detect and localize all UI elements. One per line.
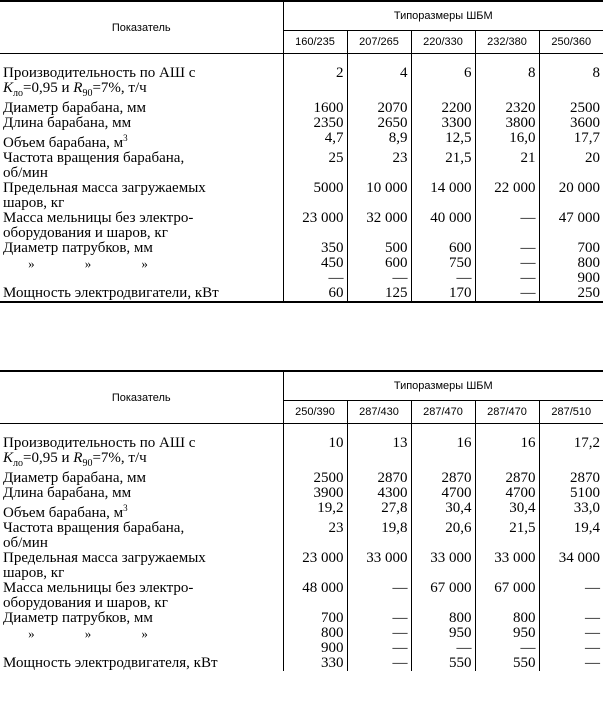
table-cell: 22 000 — [475, 181, 539, 211]
table-cell: 16,0 — [475, 131, 539, 151]
header-label: Показатель — [0, 1, 283, 54]
table-cell: 25 — [283, 151, 347, 181]
row-label: Производительность по АШ с $K_{ло}=0,95$ и $R_{90}=7\%$, т/ч — [3, 435, 196, 469]
row-label: Частота вращения барабана, об/мин — [3, 150, 185, 181]
table-cell: 4700 — [475, 486, 539, 501]
table-cell: 10 000 — [347, 181, 411, 211]
table-cell: 16 — [411, 436, 475, 471]
table-cell: 34 000 — [539, 551, 603, 581]
table-cell: 23 000 — [283, 211, 347, 241]
table-cell: 2870 — [347, 471, 411, 486]
table-row — [0, 471, 603, 486]
row-label: Предельная масса загружаемых шаров, кг — [3, 180, 206, 211]
ditto-mark: » — [28, 626, 35, 641]
table-cell: 23 — [283, 521, 347, 551]
table-cell: 21 — [475, 151, 539, 181]
table-cell: 500 — [347, 241, 411, 256]
table-cell: 3600 — [539, 116, 603, 131]
row-label — [0, 626, 283, 641]
row-label: Предельная масса загружаемых шаров, кг — [3, 550, 206, 581]
table-row — [0, 181, 603, 211]
row-label — [0, 256, 283, 271]
header-label: Показатель — [0, 371, 283, 424]
table-cell: — — [539, 641, 603, 656]
table-cell: 4,7 — [283, 131, 347, 151]
table-cell: 8 — [539, 66, 603, 101]
row-label: Объем барабана, $м^3$ — [3, 133, 128, 151]
row-label: Длина барабана, мм — [3, 115, 132, 131]
table-cell: 32 000 — [347, 211, 411, 241]
column-header: 287/430 — [347, 401, 411, 424]
table-cell: 800 — [475, 611, 539, 626]
table-cell: 950 — [475, 626, 539, 641]
table-row — [0, 656, 603, 671]
table-cell: 2870 — [411, 471, 475, 486]
column-header: 287/470 — [475, 401, 539, 424]
ditto-mark: » — [84, 626, 92, 641]
table-cell: 2 — [283, 66, 347, 101]
ditto-mark: » — [84, 256, 92, 271]
table-cell: 20 000 — [539, 181, 603, 211]
table-cell: — — [347, 626, 411, 641]
table-cell: 40 000 — [411, 211, 475, 241]
table-cell: 8 — [475, 66, 539, 101]
table-cell: — — [347, 611, 411, 626]
table-cell: 16 — [475, 436, 539, 471]
row-label: Масса мельницы без электро- оборудования и шаров, кг — [3, 210, 194, 241]
table-cell: — — [347, 641, 411, 656]
row-label: Мощность электродвигателя, кВт — [3, 655, 218, 671]
spec-table-2 — [0, 370, 603, 671]
row-label: Мощность электродвигатели, кВт — [0, 286, 283, 302]
table-cell: 4700 — [411, 486, 475, 501]
table-row — [0, 271, 603, 286]
table-cell: — — [411, 641, 475, 656]
table-cell: 2870 — [475, 471, 539, 486]
table-cell: — — [475, 211, 539, 241]
table-cell: — — [539, 656, 603, 671]
column-header: 250/390 — [283, 401, 347, 424]
table-cell: 2200 — [411, 101, 475, 116]
row-label: Производительность по АШ с $K_{ло}=0,95$ и $R_{90}=7\%$, т/ч — [3, 65, 196, 99]
table-cell: 20,6 — [411, 521, 475, 551]
table-cell: 2350 — [283, 116, 347, 131]
row-label: Масса мельницы без электро- оборудования и шаров, кг — [3, 580, 194, 611]
table-cell: 600 — [411, 241, 475, 256]
row-label: Диаметр барабана, мм — [3, 470, 146, 486]
spec-table-1 — [0, 0, 603, 303]
table-cell: 750 — [411, 256, 475, 271]
table-cell: — — [283, 271, 347, 286]
table-cell: 67 000 — [411, 581, 475, 611]
table-cell: 2650 — [347, 116, 411, 131]
table-cell: 800 — [411, 611, 475, 626]
table-cell: — — [347, 656, 411, 671]
table-cell: 33 000 — [347, 551, 411, 581]
table-row — [0, 151, 603, 181]
table-cell: 23 000 — [283, 551, 347, 581]
table-row — [0, 116, 603, 131]
row-label: Частота вращения барабана, об/мин — [3, 520, 185, 551]
table-cell: 1600 — [283, 101, 347, 116]
table-cell: 20 — [539, 151, 603, 181]
table-cell: 700 — [283, 611, 347, 626]
column-header: 287/510 — [539, 401, 603, 424]
table-cell: 21,5 — [475, 521, 539, 551]
table-row — [0, 551, 603, 581]
column-header: 207/265 — [347, 31, 411, 54]
table-row — [0, 626, 603, 641]
table-cell: 19,4 — [539, 521, 603, 551]
table-cell: 67 000 — [475, 581, 539, 611]
table-cell: 550 — [475, 656, 539, 671]
table-cell: 17,7 — [539, 131, 603, 151]
column-header: 287/470 — [411, 401, 475, 424]
row-label: Длина барабана, мм — [3, 485, 132, 501]
row-label — [0, 271, 283, 286]
table-row — [0, 211, 603, 241]
table-cell: 30,4 — [411, 501, 475, 521]
table-cell: 3300 — [411, 116, 475, 131]
table-cell: 13 — [347, 436, 411, 471]
table-row — [0, 131, 603, 151]
table-cell: — — [475, 241, 539, 256]
table-cell: — — [347, 271, 411, 286]
column-header: 220/330 — [411, 31, 475, 54]
table-cell: 6 — [411, 66, 475, 101]
table-cell: 12,5 — [411, 131, 475, 151]
table-cell: — — [475, 271, 539, 286]
table-cell: 900 — [283, 641, 347, 656]
table-row — [0, 641, 603, 656]
table-cell: 5000 — [283, 181, 347, 211]
table-cell: 2320 — [475, 101, 539, 116]
table-cell: 23 — [347, 151, 411, 181]
row-label — [0, 641, 283, 656]
column-header: 160/235 — [283, 31, 347, 54]
table-cell: 2500 — [539, 101, 603, 116]
row-label: Диаметр патрубков, мм — [3, 610, 153, 626]
table-row — [0, 611, 603, 626]
table-cell: 2070 — [347, 101, 411, 116]
table-cell: 550 — [411, 656, 475, 671]
table-cell: — — [475, 641, 539, 656]
table-cell: — — [539, 626, 603, 641]
table-row — [0, 256, 603, 271]
table-row — [0, 486, 603, 501]
table-row — [0, 581, 603, 611]
table-cell: 4300 — [347, 486, 411, 501]
table-cell: 8,9 — [347, 131, 411, 151]
table-row — [0, 241, 603, 256]
table-cell: 800 — [539, 256, 603, 271]
row-label: Диаметр барабана, мм — [3, 100, 146, 116]
column-header: 232/380 — [475, 31, 539, 54]
table-cell: 170 — [411, 286, 475, 302]
table-cell: 30,4 — [475, 501, 539, 521]
table-cell: 125 — [347, 286, 411, 302]
table-row — [0, 66, 603, 101]
table-cell: 350 — [283, 241, 347, 256]
table-cell: 17,2 — [539, 436, 603, 471]
table-cell: 27,8 — [347, 501, 411, 521]
table-cell: 700 — [539, 241, 603, 256]
table-cell: 330 — [283, 656, 347, 671]
group-title: Типоразмеры ШБМ — [283, 1, 603, 31]
table-cell: — — [539, 581, 603, 611]
table-cell: — — [475, 256, 539, 271]
table-cell: — — [539, 611, 603, 626]
table-cell: 60 — [283, 286, 347, 302]
table-cell: — — [347, 581, 411, 611]
row-label: Объем барабана, $м^3$ — [3, 503, 128, 521]
table-row — [0, 521, 603, 551]
table-cell: 47 000 — [539, 211, 603, 241]
table-row — [0, 286, 603, 302]
ditto-mark: » — [141, 256, 148, 271]
group-title: Типоразмеры ШБМ — [283, 371, 603, 401]
ditto-mark: » — [28, 256, 35, 271]
table-cell: 33,0 — [539, 501, 603, 521]
row-label: Диаметр патрубков, мм — [3, 240, 153, 256]
table-cell: 14 000 — [411, 181, 475, 211]
table-cell: 33 000 — [411, 551, 475, 581]
table-cell: — — [475, 286, 539, 302]
table-cell: 10 — [283, 436, 347, 471]
ditto-mark: » — [141, 626, 148, 641]
table-cell: 4 — [347, 66, 411, 101]
table-cell: 2870 — [539, 471, 603, 486]
table-cell: 19,8 — [347, 521, 411, 551]
table-cell: 48 000 — [283, 581, 347, 611]
table-cell: — — [411, 271, 475, 286]
table-cell: 800 — [283, 626, 347, 641]
table-cell: 33 000 — [475, 551, 539, 581]
table-row — [0, 501, 603, 521]
table-cell: 250 — [539, 286, 603, 302]
table-cell: 450 — [283, 256, 347, 271]
table-cell: 900 — [539, 271, 603, 286]
table-cell: 21,5 — [411, 151, 475, 181]
table-cell: 600 — [347, 256, 411, 271]
table-cell: 2500 — [283, 471, 347, 486]
table-row — [0, 436, 603, 471]
table-cell: 5100 — [539, 486, 603, 501]
column-header: 250/360 — [539, 31, 603, 54]
table-cell: 19,2 — [283, 501, 347, 521]
table-cell: 950 — [411, 626, 475, 641]
table-cell: 3900 — [283, 486, 347, 501]
table-cell: 3800 — [475, 116, 539, 131]
table-row — [0, 101, 603, 116]
